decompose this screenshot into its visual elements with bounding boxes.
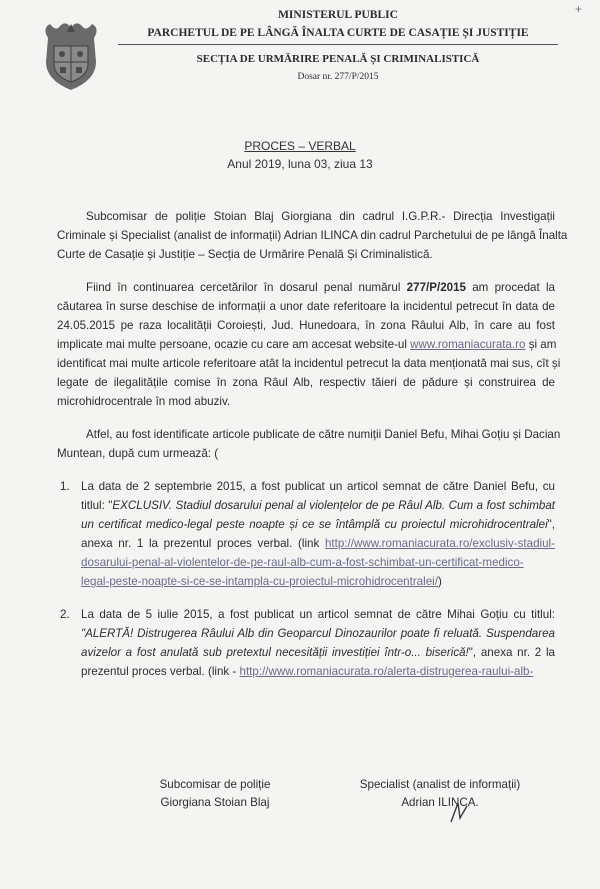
document-date: Anul 2019, luna 03, ziua 13 bbox=[227, 157, 373, 171]
text-fragment: ", bbox=[547, 518, 555, 531]
list-item-1-line bbox=[81, 518, 555, 531]
paragraph-1-line: Curte de Casație și Justiție – Secția de Urmărire Penală Și Criminalistică. bbox=[57, 248, 433, 261]
paragraph-3-line: Atfel, au fost identificate articole publicate de către numiții Daniel Befu, Mihai Goțiu și Dacian bbox=[86, 428, 561, 441]
list-item-2-line: "ALERTĂ! Distrugerea Râului Alb din Geoparcul Dinozaurilor poate fi reluată. Suspendarea bbox=[81, 627, 555, 640]
text-fragment: am procedat la bbox=[465, 281, 555, 294]
signature-left-name: Giorgiana Stoian Blaj bbox=[160, 796, 270, 809]
list-item-1-line: La data de 2 septembrie 2015, a fost publicat un articol semnat de către Daniel Befu, cu bbox=[81, 480, 555, 493]
header-section: SECȚIA DE URMĂRIRE PENALĂ ȘI CRIMINALISTICĂ bbox=[196, 53, 480, 65]
header-file-number: Dosar nr. 277/P/2015 bbox=[297, 72, 379, 82]
header-institution: MINISTERUL PUBLIC bbox=[278, 9, 398, 21]
article-title: un certificat medico-legal peste noapte și ce se întâmplă cu proiectul microhidrocentralei bbox=[81, 518, 548, 531]
header-divider bbox=[118, 44, 558, 45]
text-fragment: și am bbox=[525, 338, 557, 351]
article-title: avizelor a fost anulată sub pretextul necesității investiției într-o... biserică! bbox=[81, 646, 469, 659]
paragraph-1-line: Subcomisar de poliție Stoian Blaj Giorgiana din cadrul I.G.P.R.- Direcția Investigații bbox=[86, 210, 555, 223]
corner-mark: + bbox=[575, 2, 583, 16]
list-item-2-line bbox=[81, 665, 555, 678]
list-item-1-line bbox=[81, 556, 555, 569]
text-fragment: implicate mai multe persoane, ocazie cu care am accesat website-ul bbox=[57, 338, 411, 351]
list-item-number: 1. bbox=[60, 480, 70, 493]
list-item-2-line: La data de 5 iulie 2015, a fost publicat un articol semnat de către Mihai Goțiu cu titlul: bbox=[81, 608, 555, 621]
article-link[interactable]: http://www.romaniacurata.ro/exclusiv-stadiul- bbox=[324, 537, 555, 550]
article-link[interactable]: http://www.romaniacurata.ro/alerta-distrugerea-raului-alb- bbox=[239, 665, 534, 678]
paragraph-2-line: microhidrocentrale în mod abuziv. bbox=[57, 395, 231, 408]
article-link[interactable]: dosarului-penal-al-violentelor-de-pe-raul-alb-cum-a-fost-schimbat-un-certificat-medico- bbox=[81, 556, 524, 569]
text-fragment: anexa nr. 1 la prezentul proces verbal. (link bbox=[81, 537, 325, 550]
document-title: PROCES – VERBAL bbox=[244, 139, 356, 153]
list-item-1-line bbox=[81, 499, 555, 512]
text-fragment: Fiind în continuarea cercetărilor în dosarul penal numărul bbox=[86, 281, 407, 294]
case-number: 277/P/2015 bbox=[406, 281, 466, 294]
text-fragment: ) bbox=[437, 575, 442, 588]
text-fragment: ", anexa nr. 2 la bbox=[468, 646, 555, 659]
coat-of-arms-emblem bbox=[38, 18, 104, 92]
list-item-1-line bbox=[81, 575, 555, 588]
signature-left-role: Subcomisar de poliție bbox=[159, 778, 271, 791]
signature-right-role: Specialist (analist de informații) bbox=[359, 778, 521, 791]
text-fragment: titlul: " bbox=[81, 499, 113, 512]
paragraph-2-line bbox=[57, 338, 555, 351]
list-item-1-line bbox=[81, 537, 555, 550]
article-link[interactable]: legal-peste-noapte-si-ce-se-intampla-cu-proiectul-microhidrocentralei/ bbox=[81, 575, 438, 588]
paragraph-2-line: căutarea în surse deschise de informații a unor date referitoare la incidentul petrecut în data de bbox=[57, 300, 555, 313]
paragraph-2-line: legate de ilegalitățile comise în zona Râul Alb, respectiv tăieri de pădure și construirea de bbox=[57, 376, 555, 389]
website-link[interactable]: www.romaniacurata.ro bbox=[410, 338, 526, 351]
list-item-2-line bbox=[81, 646, 555, 659]
text-fragment: prezentul proces verbal. (link - bbox=[81, 665, 240, 678]
header-office: PARCHETUL DE PE LÂNGĂ ÎNALTA CURTE DE CASAȚIE ȘI JUSTIȚIE bbox=[147, 27, 529, 39]
paragraph-2-line: identificat mai multe articole referitoare atât la incidentul petrecut la data menționată mai sus, cît și bbox=[57, 357, 561, 370]
signature-right-name: Adrian ILINCA. bbox=[401, 796, 479, 809]
handwritten-signature-mark bbox=[448, 800, 470, 826]
paragraph-2-line bbox=[86, 281, 555, 294]
paragraph-1-line: Criminale și Specialist (analist de informații) Adrian ILINCA din cadrul Parchetului de pe lângă Înalta bbox=[57, 229, 568, 242]
article-title: EXCLUSIV. Stadiul dosarului penal al violențelor de pe Râul Alb. Cum a fost schimbat bbox=[112, 499, 555, 512]
paragraph-2-line: 24.05.2015 pe raza localității Coroiești, Jud. Hunedoara, în zona Râului Alb, în care au fost bbox=[57, 319, 555, 332]
paragraph-3-line: Muntean, după cum urmează: ( bbox=[57, 447, 219, 460]
list-item-number: 2. bbox=[60, 608, 70, 621]
